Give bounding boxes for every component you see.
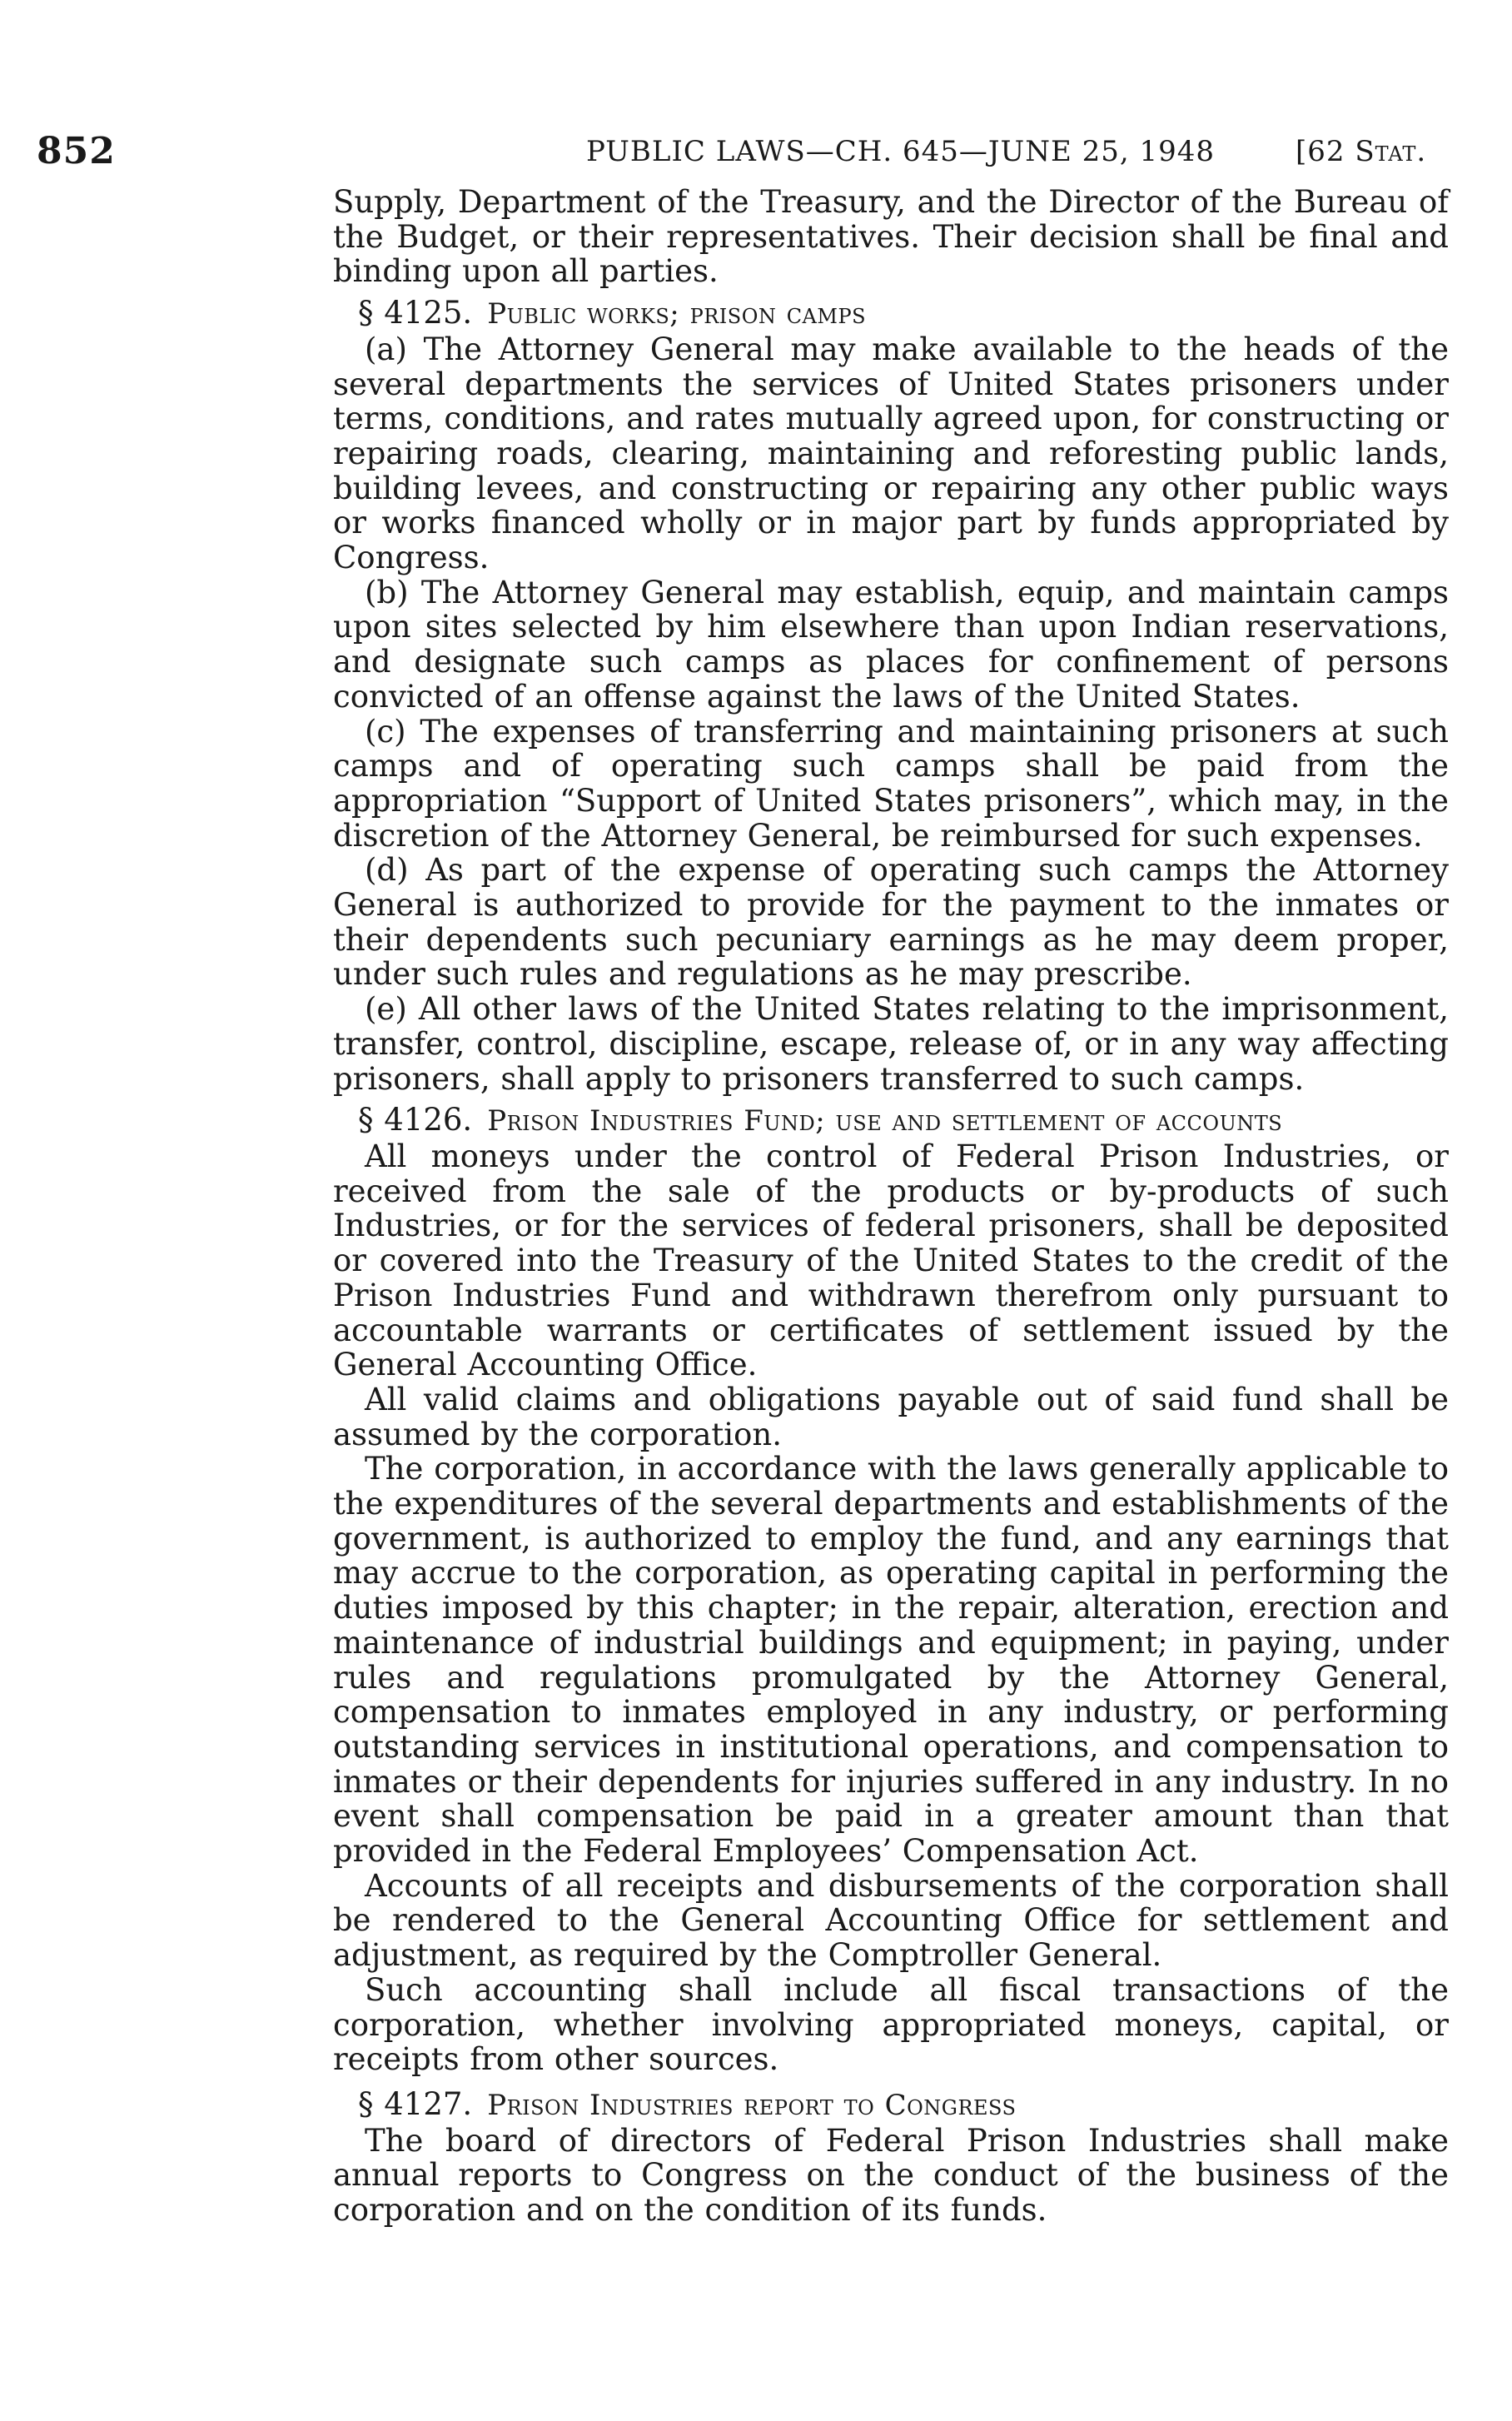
section-4125-para-d: (d) As part of the expense of operating such camps the Attorney General is authorized to provide for the payment to the inmates or their dependents such pecuniary earnings as he may deem proper, under such rules and regulations as he may prescribe. <box>333 852 1449 993</box>
section-4125-para-e: (e) All other laws of the United States relating to the imprisonment, transfer, control, discipline, escape, release of, or in any way affecting prisoners, shall apply to prisoners transferred to such camps. <box>333 991 1449 1097</box>
section-4125-para-b: (b) The Attorney General may establish, equip, and maintain camps upon sites selected by him elsewhere than upon Indian reservations, and designate such camps as places for confinement of persons convicted of an offense against the laws of the United States. <box>333 574 1449 715</box>
running-head: PUBLIC LAWS—CH. 645—JUNE 25, 1948 <box>586 135 1215 168</box>
section-4126-para-2: All valid claims and obligations payable out of said fund shall be assumed by the corporation. <box>333 1381 1449 1452</box>
section-4127-caption: Prison Industries report to Congress <box>487 2088 1017 2122</box>
statute-volume: [62 <box>1296 135 1345 168</box>
section-4126-number: § 4126. <box>358 1102 473 1138</box>
section-4127-number: § 4127. <box>358 2085 473 2122</box>
section-4126-para-4: Accounts of all receipts and disbursements of the corporation shall be rendered to the General Accounting Office for settlement and adjustment, as required by the Comptroller General. <box>333 1867 1449 1974</box>
section-4125-para-c: (c) The expenses of transferring and maintaining prisoners at such camps and of operating such camps shall be paid from the appropriation “Support of United States prisoners”, which may, in the discretion of the Attorney General, be reimbursed for such expenses. <box>333 713 1449 854</box>
page-body <box>333 185 1449 2228</box>
section-4127-para-1: The board of directors of Federal Prison Industries shall make annual reports to Congress on the conduct of the business of the corporation and on the condition of its funds. <box>333 2122 1449 2229</box>
statute-abbrev: Stat. <box>1355 135 1427 168</box>
section-4126-heading <box>333 1103 1449 1139</box>
section-4125-heading <box>333 296 1449 332</box>
section-4126-para-5: Such accounting shall include all fiscal transactions of the corporation, whether involving appropriated moneys, capital, or receipts from other sources. <box>333 1971 1449 2078</box>
section-4125-caption: Public works; prison camps <box>487 297 867 331</box>
section-4126-caption: Prison Industries Fund; use and settlement of accounts <box>487 1104 1283 1138</box>
section-4125-number: § 4125. <box>358 295 473 331</box>
section-4126-para-1: All moneys under the control of Federal Prison Industries, or received from the sale of the products or by-products of such Industries, or for the services of federal prisoners, shall be deposited or covered into the Treasury of the United States to the credit of the Prison Industries Fund and withdrawn therefrom only pursuant to accountable warrants or certificates of settlement issued by the General Accounting Office. <box>333 1138 1449 1383</box>
page-number: 852 <box>37 130 116 172</box>
section-4125-para-a: (a) The Attorney General may make available to the heads of the several departments the services of United States prisoners under terms, conditions, and rates mutually agreed upon, for constructing or repairing roads, clearing, maintaining and reforesting public lands, building levees, and constructing or repairing any other public ways or works financed wholly or in major part by funds appropriated by Congress. <box>333 331 1449 576</box>
section-4126-para-3: The corporation, in accordance with the laws generally applicable to the expenditures of the several departments and establishments of the government, is authorized to employ the fund, and any earnings that may accrue to the corporation, as operating capital in performing the duties imposed by this chapter; in the repair, alteration, erection and maintenance of industrial buildings and equipment; in paying, under rules and regulations promulgated by the Attorney General, compensation to inmates employed in any industry, or performing outstanding services in institutional operations, and compensation to inmates or their dependents for injuries suffered in any industry. In no event shall compensation be paid in a greater amount than that provided in the Federal Employees’ Compensation Act. <box>333 1451 1449 1870</box>
intro-paragraph: Supply, Department of the Treasury, and the Director of the Bureau of the Budget, or their representatives. Their decision shall be final and binding upon all parties. <box>333 184 1449 290</box>
statute-reference <box>1296 135 1426 168</box>
section-4127-heading <box>333 2087 1449 2124</box>
